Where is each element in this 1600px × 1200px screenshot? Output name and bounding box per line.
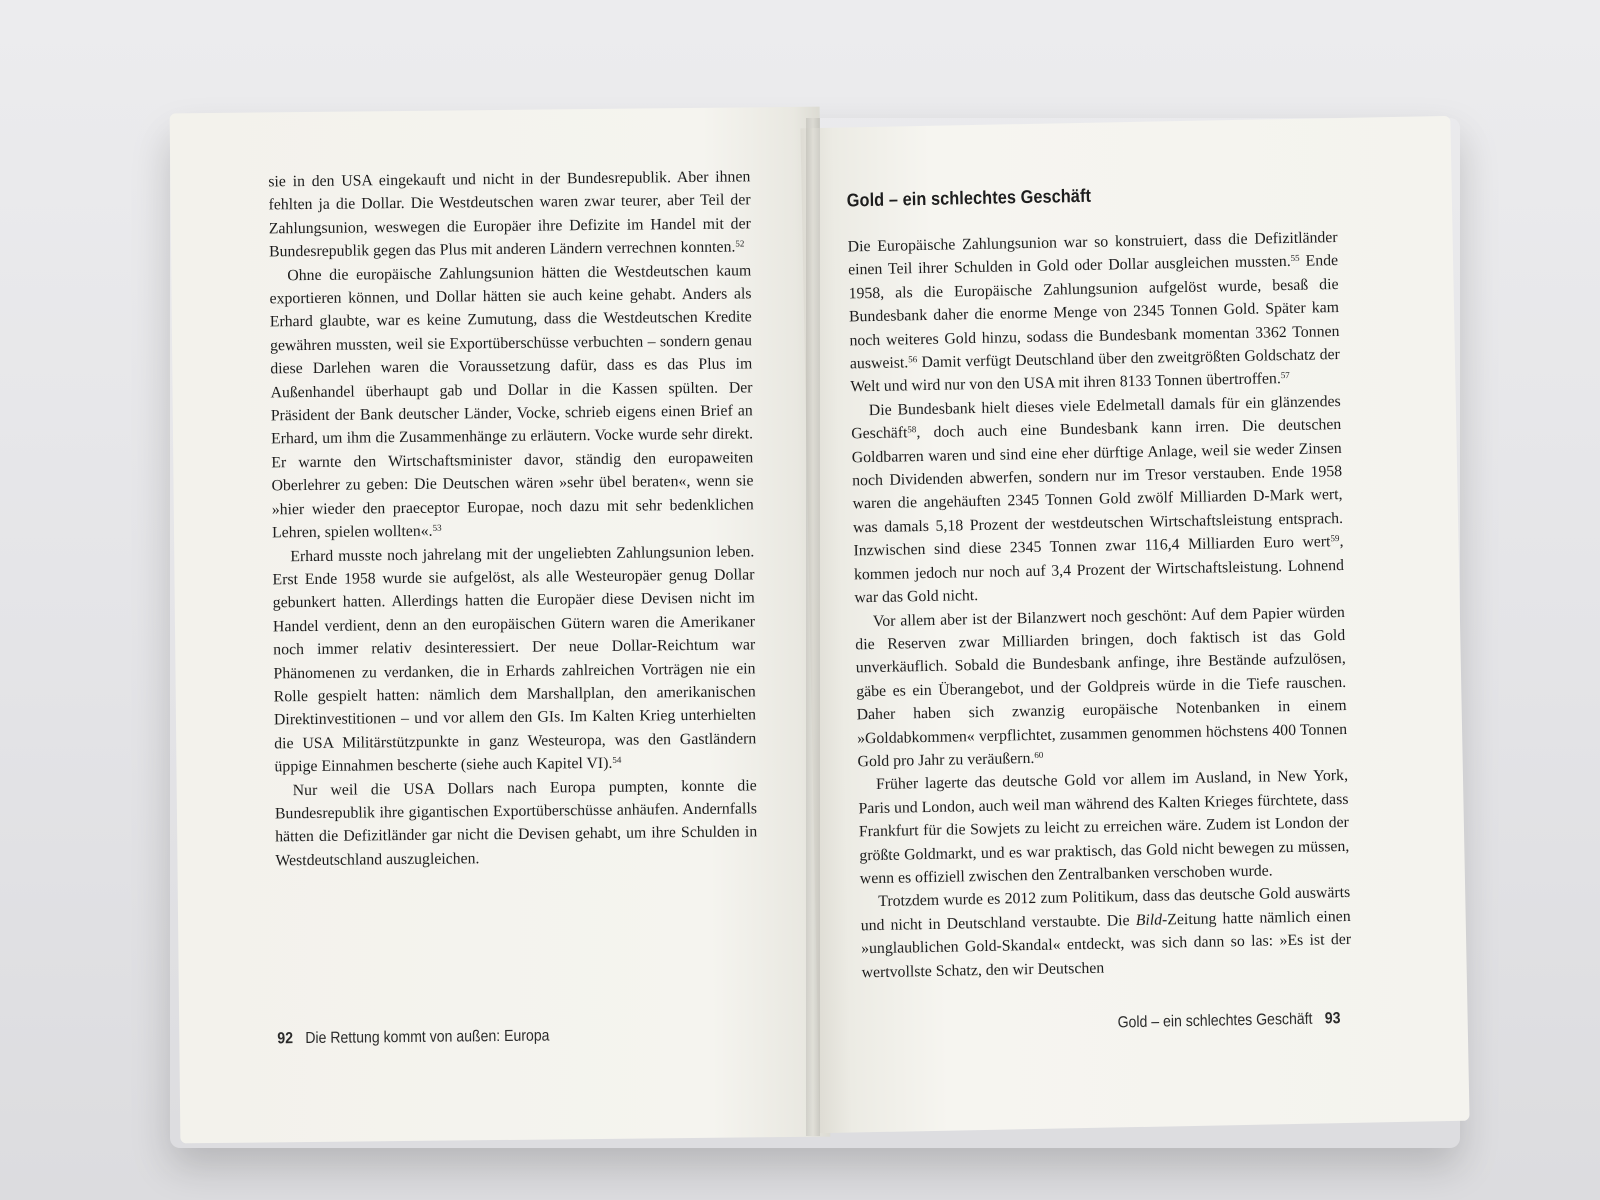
left-page-body [268, 165, 757, 872]
left-paragraph-1: sie in den USA eingekauft und nicht in der Bundesrepublik. Aber ihnen fehlten ja die Dollar. Die Westdeutschen waren zwar teurer, aber Teil der Zahlungsunion, weswegen die Europäer ihre Defizite im Handel mit der Bundesrepublik gegen das Plus mit anderen Ländern verrechnen konnten.$^{52}$ [268, 168, 751, 261]
right-page-footer [1117, 1010, 1340, 1032]
left-paragraph-3: Erhard musste noch jahrelang mit der ungeliebten Zahlungsunion leben. Erst Ende 1958 wurde sie aufgelöst, als alle Westeuropäer genug Dollar gebunkert hatten. Allerdings hatten die Europäer diese Devisen nicht im Handel verdient, denn an den europäischen Gütern waren die Amerikaner noch immer relativ desinteressiert. Der neue Dollar-Reichtum war Phänomenen zu verdanken, die in Erhards zahlreichen Vorträgen nie ein Rolle gespielt hatten: nämlich dem Marshallplan, den amerikanischen Direktinvestitionen – und vor allem den GIs. Im Kalten Krieg unterhielten die USA Militärstützpunkte in ganz Westeuropa, was den Gastländern üppige Einnahmen bescherte (siehe auch Kapitel VI).$^{54}$ [272, 542, 757, 776]
right-paragraph-3: Vor allem aber ist der Bilanzwert noch geschönt: Auf dem Papier würden die Reserven zwar Milliarden bringen, doch faktisch ist das Gold unverkäuflich. Sobald die Bundesbank anfinge, ihre Bestände aufzulösen, gäbe es ein Überangebot, und der Goldpreis würde in die Tiefe rauschen. Daher haben sich zwanzig europäische Notenbanken in einem »Goldabkommen« verpflichtet, zusammen genommen höchstens 400 Tonnen Gold pro Jahr zu veräußern.$^{60}$ [855, 603, 1348, 771]
page-number-left: 92 [277, 1030, 294, 1048]
left-paragraph-2: Ohne die europäische Zahlungsunion hätten die Westdeutschen kaum exportieren können, und Dollar hätten sie auch keine gehabt. Anders als Erhard glaubte, war es keine Zumutung, dass die Westdeutschen Kredite gewähren mussten, weil sie Exportüberschüsse verbuchten – sondern genau diese Darlehen waren die Voraussetzung dafür, dass es das Plus im Außenhandel überhaupt gab und Dollar in die Kassen spülten. Der Präsident der Bank deutscher Länder, Vocke, schrieb eigens einen Brief an Erhard, um ihm die Zusammenhänge zu erläutern. Vocke wurde sehr direkt. Er warnte den Wirtschaftsminister davor, ständig den europaweiten Oberlehrer zu geben: Die Deutschen wären »sehr übel beraten«, wenn sie »hier wieder den praeceptor Europae, noch dazu mit sehr bedenklichen Lehren, spielen wollten«.$^{53}$ [269, 261, 754, 542]
left-paragraph-4: Nur weil die USA Dollars nach Europa pumpten, konnte die Bundesrepublik ihre gigantischen Exportüberschüsse anhäufen. Andernfalls hätten die Defizitländer gar nicht die Devisen gehabt, um ihre Schulden in Westdeutschland auszugleichen. [274, 776, 758, 870]
right-paragraph-4: Früher lagerte das deutsche Gold vor allem im Ausland, in New York, Paris und London, auch weil man während des Kalten Krieges fürchtete, dass Frankfurt für die Sowjets zu leicht zu erreichen wäre. Zudem ist London der größte Goldmarkt, und es war praktisch, das Gold nicht bewegen zu müssen, wenn es offiziell zwischen den Zentralbanken verschoben wurde. [858, 767, 1350, 888]
book-gutter [806, 118, 820, 1136]
right-page-body [847, 226, 1351, 984]
right-paragraph-5: Trotzdem wurde es 2012 zum Politikum, dass das deutsche Gold auswärts und nicht in Deutschland verstaubte. Die Bild-Zeitung hatte nämlich einen »unglaublichen Gold-Skandal« entdeckt, was sich dann so las: »Es ist der wertvollste Schatz, den wir Deutschen [860, 884, 1352, 981]
left-page-footer [277, 1028, 549, 1049]
left-page [170, 107, 831, 1144]
page-number-right: 93 [1324, 1010, 1341, 1028]
running-title-right: Gold – ein schlechtes Geschäft [1117, 1010, 1313, 1032]
right-page [800, 116, 1469, 1133]
section-heading: Gold – ein schlechtes Geschäft [846, 184, 1092, 211]
running-title-left: Die Rettung kommt von außen: Europa [305, 1027, 550, 1048]
right-paragraph-2: Die Bundesbank hielt dieses viele Edelmetall damals für ein glänzendes Geschäft$^{58}$, doch auch eine Bundesbank kann irren. Die deutschen Goldbarren waren und sind eine eher dürftige Anlage, weil sie weder Zinsen noch Dividenden abwerfen, sondern nur im Tresor verstauben. Ende 1958 waren die angehäuften 2345 Tonnen Gold zwölf Milliarden D-Mark wert, was damals 5,18 Prozent der westdeutschen Wirtschaftsleistung entsprach. Inzwischen sind diese 2345 Tonnen zwar 116,4 Milliarden Euro wert$^{59}$, kommen jedoch nur noch auf 3,4 Prozent der Wirtschaftsleistung. Lohnend war das Gold nicht. [851, 392, 1345, 607]
right-paragraph-1: Die Europäische Zahlungsunion war so konstruiert, dass die Defizitländer einen Teil ihrer Schulden in Gold oder Dollar ausgleichen mussten.$^{55}$ Ende 1958, als die Europäische Zahlungsunion aufgelöst wurde, besaß die Bundesbank daher die enorme Menge von 2345 Tonnen Gold. Später kam noch weiteres Gold hinzu, sodass die Bundesbank momentan 3362 Tonnen ausweist.$^{56}$ Damit verfügt Deutschland über den zweitgrößten Goldschatz der Welt und wird nur von den USA mit ihren 8133 Tonnen übertroffen.$^{57}$ [847, 229, 1341, 396]
